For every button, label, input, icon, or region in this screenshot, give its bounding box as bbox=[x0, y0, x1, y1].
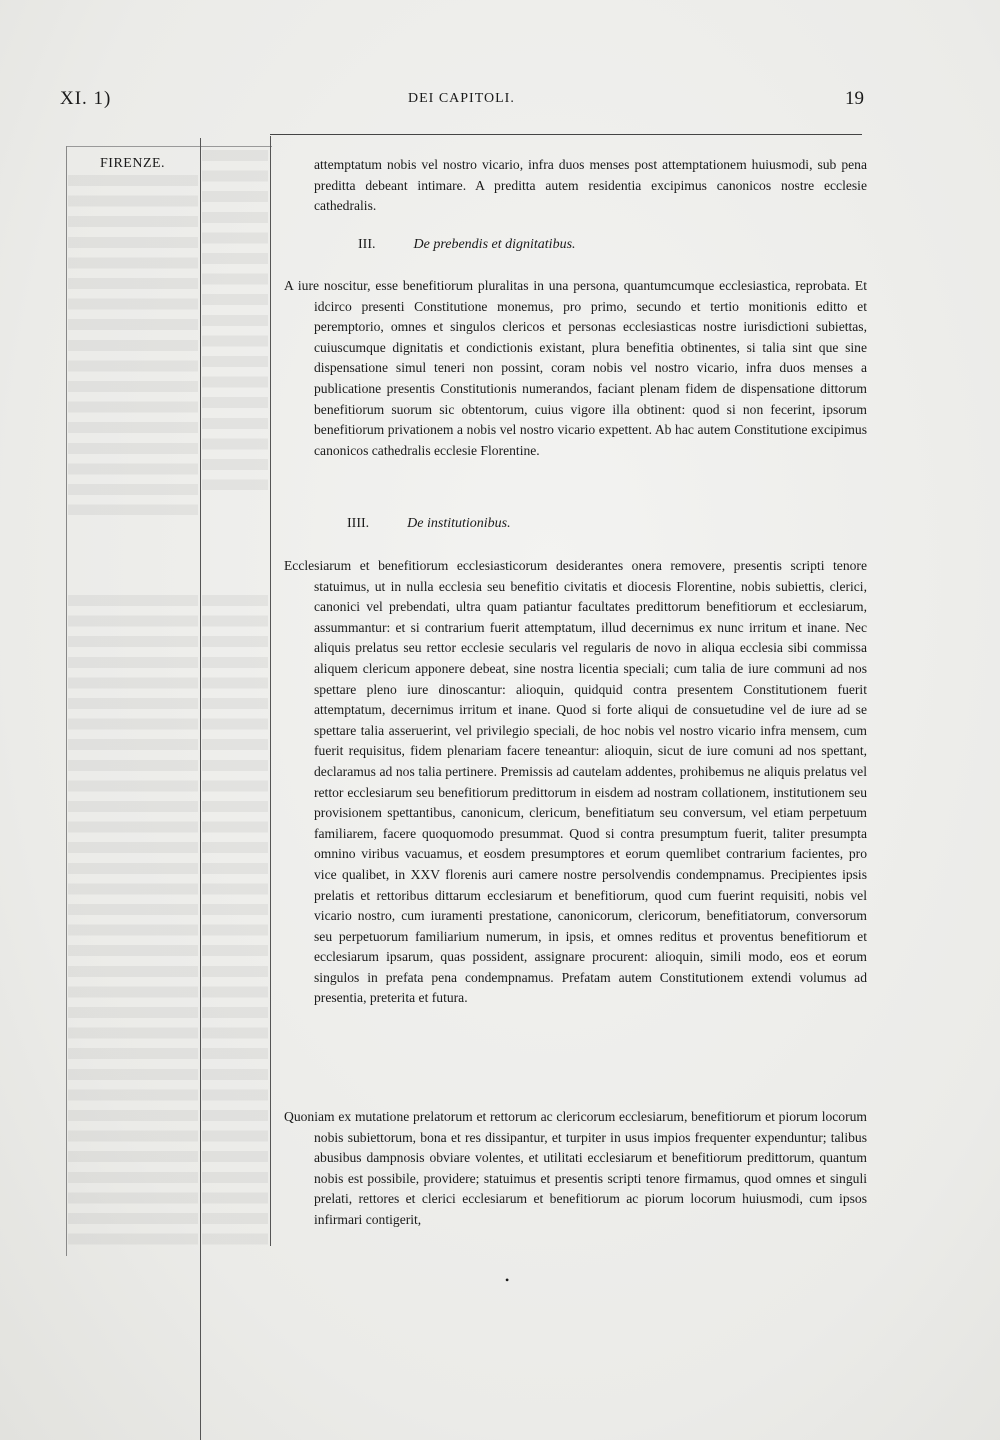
margin-rule bbox=[66, 146, 272, 147]
bleed-through-shading bbox=[68, 595, 198, 1245]
section-number: III. bbox=[358, 237, 376, 252]
paragraph-text: attemptatum nobis vel nostro vicario, infra duos menses post attemptationem huiusmodi, sub pena preditta debeant intimare. A preditta autem residentia excipimus canonicos nostre ecclesie cathedralis. bbox=[314, 157, 867, 214]
intro-paragraph bbox=[314, 155, 867, 217]
section-title: De institutionibus. bbox=[407, 516, 511, 531]
section-title: De prebendis et dignitatibus. bbox=[413, 237, 576, 252]
section-heading-3 bbox=[358, 237, 576, 253]
running-head-title: DEI CAPITOLI. bbox=[408, 91, 515, 106]
paragraph-text: A iure noscitur, esse benefitiorum pluralitas in una persona, quantumcumque ecclesiastica, reprobata. Et idcirco presenti Constitutione monemus, pro primo, secundo et tertio monitionis editto et peremptorio, omnes et singulos clericos et personas ecclesiasticas nostre iurisdictioni subiettas, cuiuscumque dignitatis et condictionis existant, plura benefitia obtinentes, si talia sint que sine dispensatione simul teneri non possint, coram nobis vel nostro vicario, infra duos menses a publicatione presentis Constitutionis numerandos, faciant plenam fidem de dispensatione dittorum benefitiorum suorum sic obtentorum, cuius vigore illa obtinent: quod si non fecerint, ipsorum benefitiorum privationem a nobis vel nostro vicario expettent. Ab hac autem Constitutione excipimus canonicos cathedralis ecclesie Florentine. bbox=[284, 278, 867, 458]
margin-heading: FIRENZE. bbox=[100, 156, 166, 171]
section-4-body-continued bbox=[284, 1107, 867, 1231]
section-heading-4 bbox=[347, 516, 511, 532]
header-rule bbox=[270, 134, 862, 135]
paragraph-text: Quoniam ex mutatione prelatorum et rettorum ac clericorum ecclesiarum, benefitiorum et piorum locorum nobis subiettorum, bona et res dissipantur, et turpiter in usus impios frequenter expenduntur; talibus abusibus dampnosis obviare volentes, et utilitati ecclesiarum et benefitiorum predittorum, quantum nobis est possibile, providere; statuimus et presentis scripti tenore firmamus, quod omnes et singuli prelati, rettores et clerici ecclesiarum et benefitiorum ac piorum locorum huiusmodi, cum ipsos infirmari contigerit, bbox=[284, 1109, 867, 1227]
running-head-section: XI. 1) bbox=[60, 88, 112, 109]
bleed-through-shading bbox=[202, 150, 268, 490]
bleed-through-shading bbox=[68, 175, 198, 515]
bleed-through-shading bbox=[202, 595, 268, 1245]
section-4-body bbox=[284, 556, 867, 1009]
margin-column-line-left bbox=[66, 146, 67, 1256]
margin-column-line-right bbox=[270, 136, 271, 1246]
paragraph-text: Ecclesiarum et benefitiorum ecclesiasticorum desiderantes onera removere, presentis scripti tenore statuimus, ut in nulla ecclesia seu benefitio civitatis et diocesis Florentine, nobis subiettis, clerici, canonici vel prebendati, ultra quam patiantur facultates predittorum benefitiorum et ecclesiarum, assummantur: et si contrarium fuerit attemptatum, illud decernimus ex nunc irritum et inane. Nec aliquis prelatus seu rettor ecclesie secularis vel regularis de novo in aliqua ecclesia sibi commissa aliquem clericum apponere debeat, sine nostra licentia speciali; cum talia de iure communi ad nos spettare pleno iure dinoscantur: alioquin, quidquid contra presentem Constitutionem fuerit attemptatum, decernimus irritum et inane. Quod si forte aliqui de consuetudine vel de iure ad se spettare talia asseruerint, vel privilegio speciali, de hoc nobis vel nostro vicario infra mensem, cum fuerit requisitus, fidem plenariam facere teneantur: alioquin, sicut de iure comuni ad nos spettant, declaramus ad nos talia pertinere. Premissis ad cautelam addentes, prohibemus ne aliquis prelatus vel rettor ecclesiarum seu benefitiorum predittorum in eisdem ad nostram collationem, institutionem seu provisionem spettantibus, canonicum, clericum, benefitiatum seu conversum, vel etiam perpetuum familiarem, facere quoquomodo presummat. Quod si contra presumptum fuerit, taliter presumpta omnino viribus vacuamus, et eosdem presumptores et eorum quemlibet contrarium facientes, pro vice qualibet, in XXV florenis auri camere nostre persolvendis condempnamus. Precipientes ipsis prelatis et rettoribus dittarum ecclesiarum et benefitiorum, quod cum fuerint requisiti, nobis vel vicario nostro, cum iuramenti prestatione, canonicorum, clericorum, benefitiatorum, conversorum seu perpetuorum familiarium numerum, in ipsis, et omnes reditus et proventus benefitiorum et ecclesiarum ipsarum, quas possident, assignare procurent: alioquin, simili modo, eos et eorum singulos in prefata pena condempnamus. Prefatam autem Constitutionem extendi volumus ad presentia, preterita et futura. bbox=[284, 558, 867, 1006]
margin-column-line-middle bbox=[200, 138, 201, 1440]
section-number: IIII. bbox=[347, 516, 370, 531]
page-number: 19 bbox=[845, 88, 864, 109]
footer-mark: • bbox=[505, 1273, 510, 1287]
section-3-body bbox=[284, 276, 867, 461]
